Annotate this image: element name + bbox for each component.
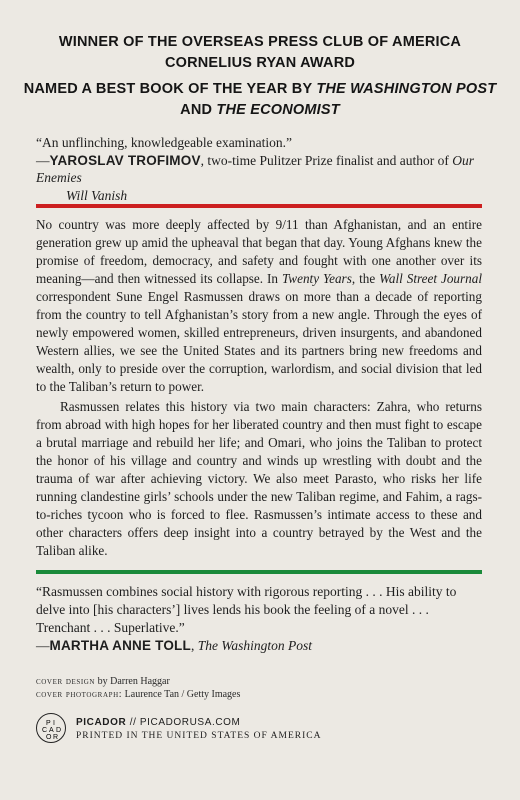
publisher-name-line xyxy=(76,717,240,728)
top-quote-book-a: Our Enemies xyxy=(36,152,475,185)
cover-photo-credit xyxy=(36,689,476,702)
top-quote-author: YAROSLAV TROFIMOV xyxy=(49,152,201,168)
award-line-4 xyxy=(0,100,520,121)
award-line-4-prefix: AND xyxy=(180,102,217,118)
red-divider xyxy=(36,204,482,208)
top-quote-role: , two-time Pulitzer Prize finalist and author of xyxy=(200,152,453,168)
bottom-quote-dash: — xyxy=(36,638,50,653)
logo-letter-r: R xyxy=(53,734,59,741)
picador-logo xyxy=(36,713,66,743)
description-p1-part-a: No country was more deeply affected by 9/11 than Afghanistan, and an entire generation grew up amid the upheaval that began that day. Young Afghans knew the promise of freedom, democracy, and safety and fought with one another over its meaning—and then witnessed its collapse. In xyxy=(36,217,482,286)
book-description xyxy=(36,216,482,560)
cover-design-credit xyxy=(36,676,476,689)
top-quote-attribution xyxy=(36,152,486,187)
logo-letter-i: I xyxy=(53,720,55,727)
description-p1-part-b: , the xyxy=(351,271,380,286)
cover-design-label: cover design xyxy=(36,676,96,687)
bottom-review-quote xyxy=(36,583,486,655)
award-line-3 xyxy=(0,79,520,100)
award-line-1: WINNER OF THE OVERSEAS PRESS CLUB OF AMERICA xyxy=(58,34,462,50)
newspaper-title-italic: Wall Street Journal xyxy=(379,271,482,286)
bottom-quote-publication: The Washington Post xyxy=(197,638,312,653)
top-quote-text: “An unflinching, knowledgeable examination.” xyxy=(36,135,293,150)
description-paragraph-2: Rasmussen relates this history via two main characters: Zahra, who returns from abroad with high hopes for her liberated country and then must fight to escape a brutal marriage and rebuild her life; and Omari, who joins the Taliban to protect the honor of his village and country and winds up wrestling with doubt and the trauma of war after achieving victory. We also meet Parasto, who risks her life running clandestine girls’ schools under the new Taliban regime, and Fahim, a rags-to-riches tycoon who is forced to flee. Rasmussen’s intimate access to these and other characters offers deep insight into a country betrayed by the West and the Taliban alike. xyxy=(36,399,482,558)
publisher-name: PICADOR xyxy=(76,717,127,728)
logo-letter-c: C xyxy=(42,727,48,734)
award-line-2: CORNELIUS RYAN AWARD xyxy=(164,55,356,71)
description-p1-part-c: correspondent Sune Engel Rasmussen draws on more than a decade of reporting from the country to tell Afghanistan’s story from a new angle. Through the eyes of newly empowered women, skilled entrepreneurs, driven insurgents, and abandoned Western allies, we see the United States and its partners bring new freedoms and wealth, only to preside over the corruption, warlordism, and social division that led to the Taliban’s return to power. xyxy=(36,289,482,394)
award-line-3-publication: THE WASHINGTON POST xyxy=(316,81,497,97)
picador-logo-letters xyxy=(37,714,67,744)
book-title-italic: Twenty Years xyxy=(281,271,352,286)
logo-letter-d: D xyxy=(56,727,62,734)
top-quote-book-b: Will Vanish xyxy=(66,187,128,203)
bottom-quote-attribution xyxy=(36,637,486,655)
bottom-quote-author: MARTHA ANNE TOLL xyxy=(49,638,191,653)
logo-letter-p: P xyxy=(46,720,51,727)
bottom-quote-sep: , xyxy=(190,638,198,653)
award-line-3-prefix: NAMED A BEST BOOK OF THE YEAR BY xyxy=(23,81,317,97)
cover-photo-name: Laurence Tan / Getty Images xyxy=(122,688,241,700)
publisher-separator: // xyxy=(126,717,140,728)
awards-block xyxy=(0,32,520,121)
publisher-url[interactable]: PICADORUSA.COM xyxy=(139,717,241,728)
printed-in-usa: PRINTED IN THE UNITED STATES OF AMERICA xyxy=(76,731,322,741)
green-divider xyxy=(36,570,482,574)
award-line-4-publication: THE ECONOMIST xyxy=(216,102,340,118)
description-paragraph-1 xyxy=(36,216,482,396)
logo-letter-o: O xyxy=(46,734,52,741)
bottom-quote-text: “Rasmussen combines social history with rigorous reporting . . . His ability to delve into [his characters’] lives lends his book the feeling of a novel . . . Trenchant . . . Superlative.” xyxy=(36,584,457,635)
logo-letter-a: A xyxy=(49,727,54,734)
cover-credits xyxy=(36,676,476,701)
cover-photo-label: cover photograph: xyxy=(36,688,123,700)
top-review-quote xyxy=(36,134,486,204)
cover-design-name: by Darren Haggar xyxy=(95,676,170,687)
top-quote-dash: — xyxy=(36,152,50,168)
publisher-block xyxy=(36,713,476,753)
